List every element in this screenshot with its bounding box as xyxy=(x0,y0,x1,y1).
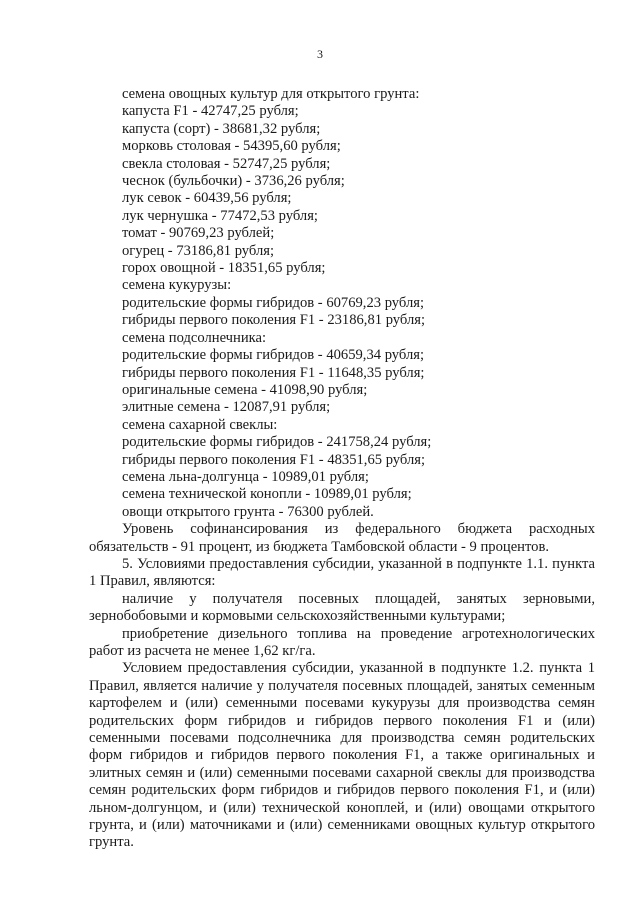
list-line: лук чернушка - 77472,53 рубля; xyxy=(122,207,318,224)
condition-sown-areas-paragraph: наличие у получателя посевных площадей, занятых зерновыми, зернобобовыми и кормовыми сельскохозяйственными культурами; xyxy=(89,590,595,625)
list-line: томат - 90769,23 рублей; xyxy=(122,225,275,242)
list-line: родительские формы гибридов - 241758,24 рубля; xyxy=(122,434,432,451)
list-line: чеснок (бульбочки) - 3736,26 рубля; xyxy=(122,173,345,190)
list-line: лук севок - 60439,56 рубля; xyxy=(122,190,292,207)
list-line: огурец - 73186,81 рубля; xyxy=(122,242,275,259)
list-line: семена кукурузы: xyxy=(122,277,232,294)
list-line: гибриды первого поколения F1 - 48351,65 рубля; xyxy=(122,451,426,468)
list-line: свекла столовая - 52747,25 рубля; xyxy=(122,155,331,172)
subsidy-rates-list xyxy=(89,86,595,521)
condition-diesel-fuel-paragraph: приобретение дизельного топлива на проведение агротехнологических работ из расчета не менее 1,62 кг/га. xyxy=(89,625,595,659)
list-line: морковь столовая - 54395,60 рубля; xyxy=(122,138,341,155)
list-line: семена льна-долгунца - 10989,01 рубля; xyxy=(122,468,369,485)
list-line: семена овощных культур для открытого грунта: xyxy=(122,86,420,102)
conditions-intro-paragraph: 5. Условиями предоставления субсидии, указанной в подпункте 1.1. пункта 1 Правил, являются: xyxy=(89,555,595,590)
list-line: гибриды первого поколения F1 - 23186,81 рубля; xyxy=(122,312,426,329)
condition-seed-crops-paragraph: Условием предоставления субсидии, указанной в подпункте 1.2. пункта 1 Правил, является наличие у получателя посевных площадей, занятых семенным картофелем и (или) семенными посевами кукурузы для производства семян родительских форм гибридов и гибридов первого поколения F1 и (или) семенными посевами подсолнечника для производства семян родительских форм гибридов и гибридов первого поколения F1, а также оригинальных и элитных семян и (или) семенными посевами сахарной свеклы для производства семян родительских форм гибридов и гибридов первого поколения F1, и (или) льном-долгунцом, и (или) технической коноплей, и (или) овощами открытого грунта, и (или) маточниками и (или) семенниками овощных культур открытого грунта. xyxy=(89,660,595,851)
page-number: 3 xyxy=(317,47,323,61)
list-line: родительские формы гибридов - 40659,34 рубля; xyxy=(122,347,425,364)
list-line: оригинальные семена - 41098,90 рубля; xyxy=(122,381,368,398)
list-line: капуста (сорт) - 38681,32 рубля; xyxy=(122,120,321,137)
list-line: семена сахарной свеклы: xyxy=(122,416,278,433)
list-line: капуста F1 - 42747,25 рубля; xyxy=(122,103,299,120)
cofinancing-paragraph: Уровень софинансирования из федерального бюджета расходных обязательств - 91 процент, из бюджета Тамбовской области - 9 процентов. xyxy=(89,521,595,555)
list-line: элитные семена - 12087,91 рубля; xyxy=(122,399,331,416)
list-line: гибриды первого поколения F1 - 11648,35 рубля; xyxy=(122,364,425,381)
document-body xyxy=(89,86,595,852)
list-line: овощи открытого грунта - 76300 рублей. xyxy=(122,503,374,520)
list-line: родительские формы гибридов - 60769,23 рубля; xyxy=(122,294,425,311)
list-line: семена подсолнечника: xyxy=(122,329,267,346)
list-line: семена технической конопли - 10989,01 рубля; xyxy=(122,486,412,503)
list-line: горох овощной - 18351,65 рубля; xyxy=(122,260,326,277)
